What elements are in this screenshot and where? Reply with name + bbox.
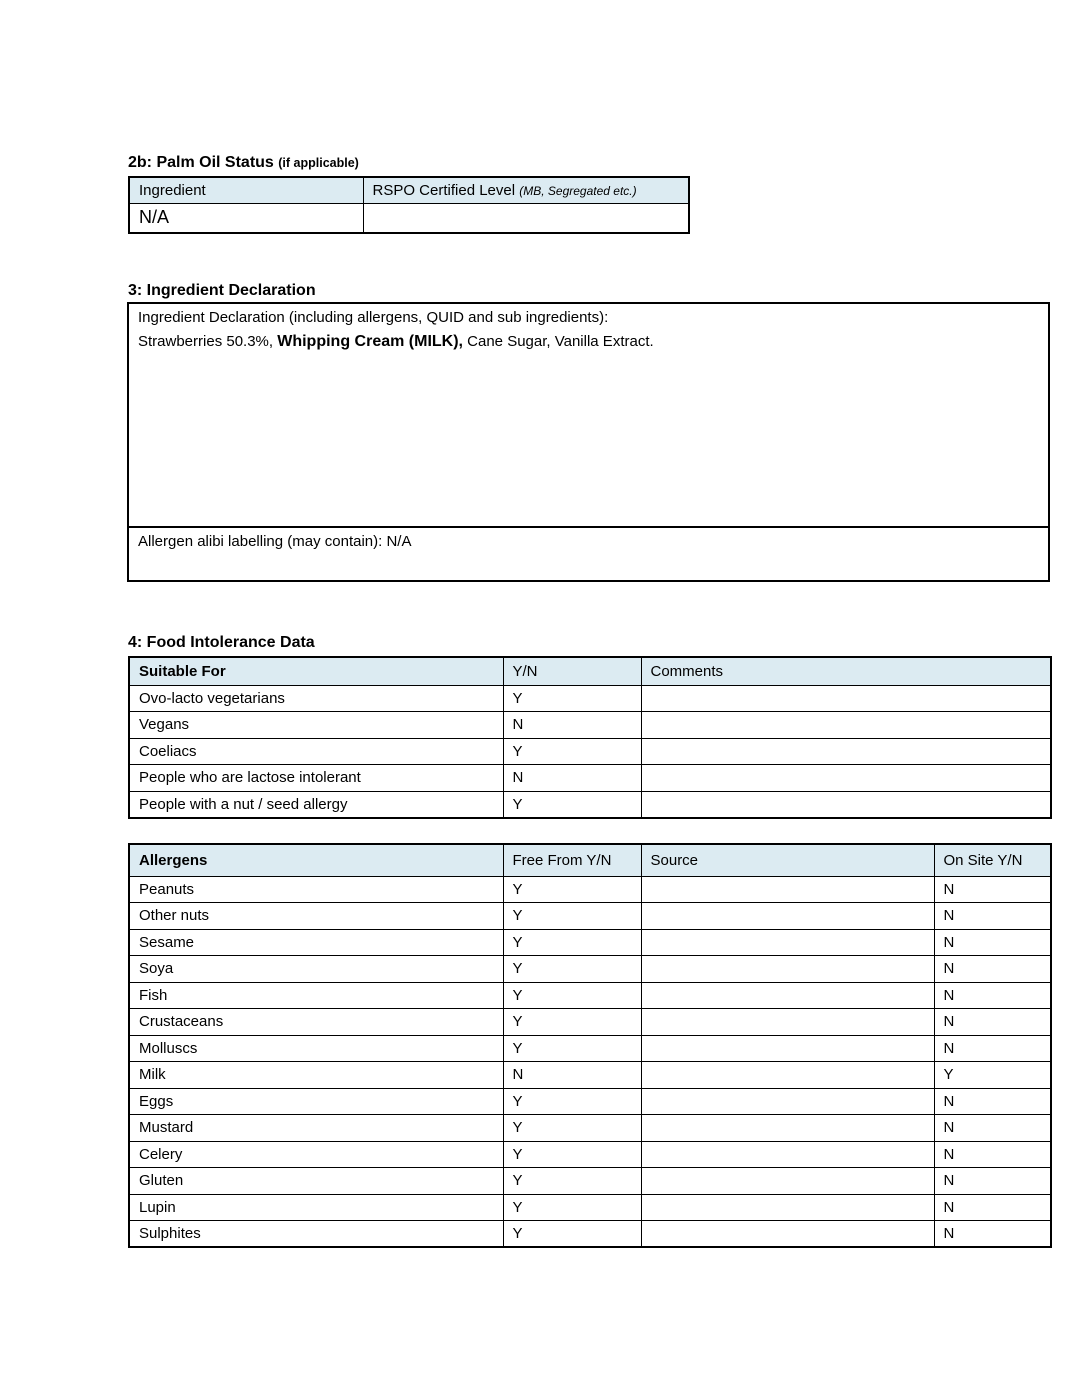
allergen-on-site: N xyxy=(934,956,1051,983)
allergen-source xyxy=(641,1062,934,1089)
header-yn: Y/N xyxy=(503,657,641,685)
allergen-free-from: Y xyxy=(503,929,641,956)
suitable-comments xyxy=(641,738,1051,765)
suitable-label: People who are lactose intolerant xyxy=(129,765,503,792)
allergen-alibi-box xyxy=(127,526,1050,582)
allergen-source xyxy=(641,1115,934,1142)
allergen-on-site: N xyxy=(934,982,1051,1009)
allergen-source xyxy=(641,1168,934,1195)
header-allergens: Allergens xyxy=(129,844,503,876)
table-row xyxy=(129,1141,1051,1168)
allergen-on-site: N xyxy=(934,1194,1051,1221)
palm-oil-title: 2b: Palm Oil Status xyxy=(128,154,274,171)
table-row xyxy=(129,903,1051,930)
rspo-header-label: RSPO Certified Level xyxy=(372,181,516,199)
allergen-free-from: Y xyxy=(503,1141,641,1168)
allergen-free-from: N xyxy=(503,1062,641,1089)
suitable-yn: Y xyxy=(503,685,641,712)
allergen-on-site: N xyxy=(934,1009,1051,1036)
allergen-on-site: N xyxy=(934,1088,1051,1115)
suitable-label: Coeliacs xyxy=(129,738,503,765)
allergen-free-from: Y xyxy=(503,1035,641,1062)
table-row xyxy=(129,956,1051,983)
allergen-free-from: Y xyxy=(503,956,641,983)
allergen-source xyxy=(641,876,934,903)
table-row xyxy=(129,1009,1051,1036)
ingredient-declaration-title: 3: Ingredient Declaration xyxy=(128,282,316,299)
allergen-name: Molluscs xyxy=(129,1035,503,1062)
allergen-on-site: Y xyxy=(934,1062,1051,1089)
table-row xyxy=(129,1062,1051,1089)
allergen-on-site: N xyxy=(934,929,1051,956)
allergen-source xyxy=(641,903,934,930)
table-row xyxy=(129,929,1051,956)
allergen-on-site: N xyxy=(934,1141,1051,1168)
allergen-name: Sulphites xyxy=(129,1221,503,1248)
table-row xyxy=(129,738,1051,765)
suitable-comments xyxy=(641,765,1051,792)
allergen-free-from: Y xyxy=(503,1088,641,1115)
allergen-source xyxy=(641,1009,934,1036)
header-free-from: Free From Y/N xyxy=(503,844,641,876)
suitable-comments xyxy=(641,712,1051,739)
allergen-name: Sesame xyxy=(129,929,503,956)
table-row xyxy=(129,982,1051,1009)
suitable-label: Ovo-lacto vegetarians xyxy=(129,685,503,712)
allergen-on-site: N xyxy=(934,1168,1051,1195)
table-row xyxy=(129,1115,1051,1142)
table-row xyxy=(129,1194,1051,1221)
allergen-on-site: N xyxy=(934,903,1051,930)
ingredient-text-part2: Cane Sugar, Vanilla Extract. xyxy=(463,333,654,350)
allergen-source xyxy=(641,1035,934,1062)
suitable-yn: N xyxy=(503,712,641,739)
allergen-name: Crustaceans xyxy=(129,1009,503,1036)
table-row xyxy=(129,1221,1051,1248)
allergen-free-from: Y xyxy=(503,903,641,930)
header-on-site: On Site Y/N xyxy=(934,844,1051,876)
allergen-on-site: N xyxy=(934,1115,1051,1142)
allergen-on-site: N xyxy=(934,876,1051,903)
suitable-label: Vegans xyxy=(129,712,503,739)
food-intolerance-title: 4: Food Intolerance Data xyxy=(128,634,315,651)
ingredient-declaration-box xyxy=(127,302,1050,528)
ingredient-declaration-label: Ingredient Declaration (including allergens, QUID and sub ingredients): xyxy=(138,309,609,326)
allergen-name: Soya xyxy=(129,956,503,983)
table-row xyxy=(129,685,1051,712)
allergen-source xyxy=(641,1221,934,1248)
suitable-comments xyxy=(641,791,1051,818)
allergen-free-from: Y xyxy=(503,982,641,1009)
allergen-free-from: Y xyxy=(503,1168,641,1195)
suitable-label: People with a nut / seed allergy xyxy=(129,791,503,818)
allergen-free-from: Y xyxy=(503,1009,641,1036)
allergen-name: Milk xyxy=(129,1062,503,1089)
table-row xyxy=(129,791,1051,818)
suitable-yn: Y xyxy=(503,738,641,765)
allergen-name: Lupin xyxy=(129,1194,503,1221)
allergen-name: Peanuts xyxy=(129,876,503,903)
allergen-name: Eggs xyxy=(129,1088,503,1115)
ingredient-text-bold: Whipping Cream (MILK), xyxy=(277,333,463,350)
rspo-header-note: (MB, Segregated etc.) xyxy=(519,183,637,198)
allergen-on-site: N xyxy=(934,1035,1051,1062)
table-row xyxy=(129,1168,1051,1195)
allergen-rows xyxy=(129,876,1051,1247)
palm-oil-section-title xyxy=(128,154,359,172)
allergen-free-from: Y xyxy=(503,876,641,903)
palm-oil-table xyxy=(128,176,690,234)
allergen-free-from: Y xyxy=(503,1194,641,1221)
table-row xyxy=(129,1088,1051,1115)
allergen-name: Celery xyxy=(129,1141,503,1168)
food-intolerance-table xyxy=(128,656,1052,819)
allergen-name: Other nuts xyxy=(129,903,503,930)
table-row xyxy=(129,876,1051,903)
allergen-name: Gluten xyxy=(129,1168,503,1195)
allergen-source xyxy=(641,1141,934,1168)
suitable-yn: N xyxy=(503,765,641,792)
table-row xyxy=(129,1035,1051,1062)
allergens-table xyxy=(128,843,1052,1248)
allergen-source xyxy=(641,929,934,956)
allergen-alibi-text: Allergen alibi labelling (may contain): N/A xyxy=(138,533,412,550)
allergen-name: Mustard xyxy=(129,1115,503,1142)
ingredient-declaration-text xyxy=(138,333,654,351)
table-row xyxy=(129,765,1051,792)
palm-oil-header-ingredient: Ingredient xyxy=(129,177,363,203)
suitable-yn: Y xyxy=(503,791,641,818)
allergen-source xyxy=(641,1088,934,1115)
allergen-source xyxy=(641,982,934,1009)
palm-oil-header-rspo xyxy=(363,177,689,203)
header-suitable-for: Suitable For xyxy=(129,657,503,685)
header-comments: Comments xyxy=(641,657,1051,685)
palm-oil-title-note: (if applicable) xyxy=(278,156,359,170)
allergen-source xyxy=(641,1194,934,1221)
allergen-on-site: N xyxy=(934,1221,1051,1248)
header-source: Source xyxy=(641,844,934,876)
suitable-comments xyxy=(641,685,1051,712)
palm-oil-rspo-value xyxy=(363,203,689,233)
allergen-free-from: Y xyxy=(503,1115,641,1142)
table-row xyxy=(129,712,1051,739)
allergen-free-from: Y xyxy=(503,1221,641,1248)
allergen-source xyxy=(641,956,934,983)
ingredient-text-part1: Strawberries 50.3%, xyxy=(138,333,278,350)
allergen-name: Fish xyxy=(129,982,503,1009)
palm-oil-ingredient-value: N/A xyxy=(129,203,363,233)
